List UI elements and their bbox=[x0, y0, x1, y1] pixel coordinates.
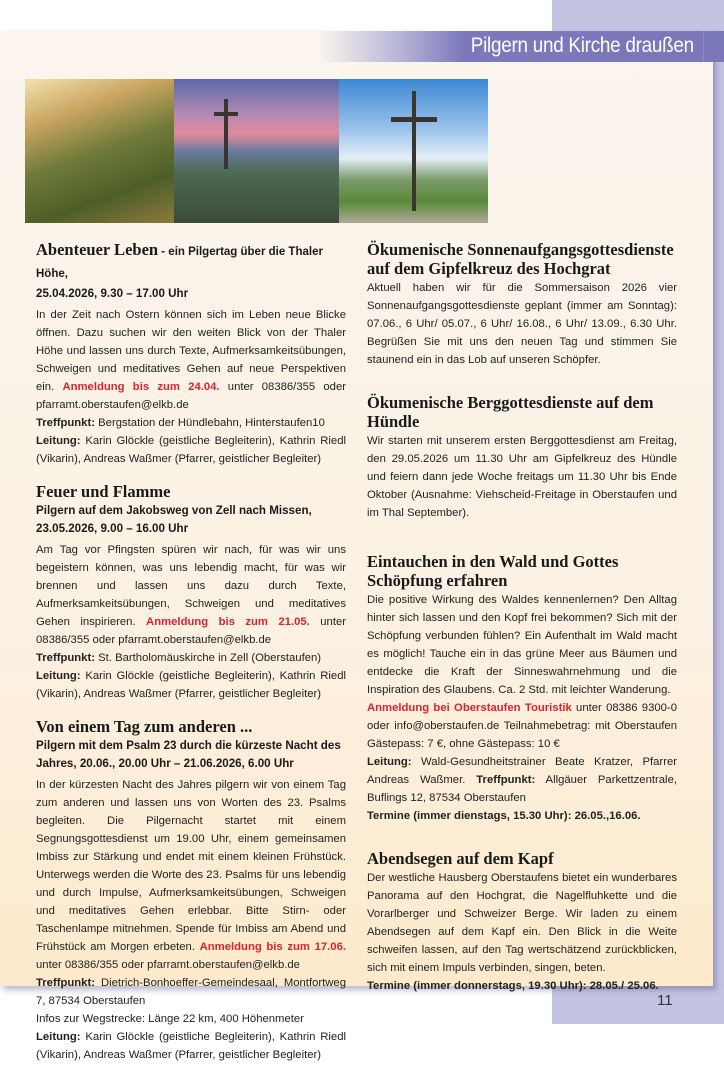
registration-deadline: Anmeldung bis zum 17.06. bbox=[199, 941, 346, 953]
registration-deadline: Anmeldung bis zum 24.04. bbox=[62, 381, 220, 393]
article-body: Der westliche Hausberg Oberstaufens bietet ein wunderbares Panorama auf den Hochgrat, die Nagelfluhkette und die Vorarlberger und Schweizer Berge. Wir laden zu einem Abendsegen auf dem Kapf ein. Den Blick in die Weite schweifen lassen, auf den Tag wertschätzend zurückblicken, sich mit einem Impuls verbinden, singen, beten. bbox=[367, 872, 677, 974]
header-divider bbox=[703, 31, 704, 62]
photo-strip bbox=[25, 79, 488, 223]
section-title: Pilgern und Kirche draußen bbox=[470, 34, 694, 57]
meeting-point: Treffpunkt: Bergstation der Hündlebahn, Hinterstaufen10 bbox=[36, 417, 325, 429]
article-subtitle: Pilgern mit dem Psalm 23 durch die kürzeste Nacht des Jahres, 20.06., 20.00 Uhr – 21.06.2026, 6.00 Uhr bbox=[36, 739, 341, 770]
photo-hikers bbox=[25, 79, 174, 223]
meeting-point: Treffpunkt: Dietrich-Bonhoeffer-Gemeindesaal, Montfortweg 7, 87534 Oberstaufen bbox=[36, 977, 346, 1007]
page-number: 11 bbox=[657, 992, 673, 1009]
leaders: Leitung: Karin Glöckle (geistliche Begleiterin), Kathrin Riedl (Vikarin), Andreas Waßmer (Pfarrer, geistlicher Begleiter) bbox=[36, 435, 346, 465]
leaders: Leitung: Karin Glöckle (geistliche Begleiterin), Kathrin Riedl (Vikarin), Andreas Waßmer (Pfarrer, geistlicher Begleiter) bbox=[36, 670, 346, 700]
article-wald bbox=[367, 552, 677, 825]
leaders-meeting: Leitung: Wald-Gesundheitstrainer Beate Kratzer, Pfarrer Andreas Waßmer. Treffpunkt: Allgäuer Parkettzentrale, Buflings 12, 87534 Oberstaufen bbox=[367, 756, 677, 804]
article-berggottesdienste bbox=[367, 393, 677, 522]
meeting-point: Treffpunkt: St. Bartholomäuskirche in Zell (Oberstaufen) bbox=[36, 652, 322, 664]
article-title: Eintauchen in den Wald und Gottes Schöpfung erfahren bbox=[367, 552, 619, 590]
route-info: Infos zur Wegstrecke: Länge 22 km, 400 Höhenmeter bbox=[36, 1013, 304, 1025]
registration-info: Anmeldung bei Oberstaufen Touristik unter 08386 9300-0 oder info@oberstaufen.de Teilnahmebetrag: mit Oberstaufen Gästepass: 7 €, ohne Gästepass: 10 € bbox=[367, 702, 677, 750]
photo-summit-cross bbox=[339, 79, 488, 223]
section-header-bar bbox=[0, 31, 724, 62]
article-body: Die positive Wirkung des Waldes kennenlernen? Den Alltag hinter sich lassen und den Kopf frei bekommen? Sich mit der Schöpfung verbunden fühlen? Ein Aufenthalt im Wald macht es möglich! Tauche ein in das grüne Meer aus Bäumen und entdecke die Kraft der Sinneswahrnehmung und die Inspiration des Glaubens. Ca. 2 Std. mit leichter Wanderung. bbox=[367, 594, 677, 696]
article-body: In der kürzesten Nacht des Jahres pilgern wir von einem Tag zum anderen und lassen uns von Worten des 23. Psalms begleiten. Die Pilgernacht startet mit einem Segnungsgottesdienst um 19.00 Uhr, einem gemeinsamen Imbiss zur Stärkung und endet mit einem kleinen Frühstück. Unterwegs werden die Worte des 23. Psalms für uns lebendig und durch Impulse, Aufmerksamkeitsübungen, Schweigen und meditatives Gehen erlebbar. Bitte Stirn- oder Taschenlampe mitnehmen. Spende für Imbiss am Abend und Frühstück am Morgen erbeten. Anmeldung bis zum 17.06. unter 08386/355 oder pfarramt.oberstaufen@elkb.de bbox=[36, 779, 346, 971]
left-column bbox=[36, 240, 346, 1078]
article-title: Ökumenische Sonnenaufgangsgottesdienste auf dem Gipfelkreuz des Hochgrat bbox=[367, 240, 674, 278]
article-title: Abenteuer Leben - ein Pilgertag über die Thaler Höhe, bbox=[36, 240, 323, 280]
article-abenteuer-leben bbox=[36, 240, 346, 468]
dates: Termine (immer dienstags, 15.30 Uhr): 26.05.,16.06. bbox=[367, 810, 641, 822]
article-von-einem-tag bbox=[36, 717, 346, 1064]
article-title: Von einem Tag zum anderen ... bbox=[36, 717, 253, 736]
article-subtitle: 25.04.2026, 9.30 – 17.00 Uhr bbox=[36, 287, 189, 300]
dates: Termine (immer donnerstags, 19.30 Uhr): 28.05./ 25.06. bbox=[367, 980, 659, 992]
article-abendsegen bbox=[367, 849, 677, 995]
photo-summit-group bbox=[174, 79, 339, 223]
registration-deadline: Anmeldung bei Oberstaufen Touristik bbox=[367, 702, 572, 714]
article-title: Abendsegen auf dem Kapf bbox=[367, 849, 554, 868]
article-body: Am Tag vor Pfingsten spüren wir nach, für was wir uns begeistern können, was uns lebendig macht, für was wir brennen und lassen uns dazu durch Texte, Aufmerksamkeitsübungen, Schweigen und meditatives Gehen inspirieren. Anmeldung bis zum 21.05. unter 08386/355 oder pfarramt.oberstaufen@elkb.de bbox=[36, 544, 346, 646]
article-sonnenaufgang bbox=[367, 240, 677, 369]
registration-deadline: Anmeldung bis zum 21.05. bbox=[146, 616, 310, 628]
article-subtitle: Pilgern auf dem Jakobsweg von Zell nach Missen, 23.05.2026, 9.00 – 16.00 Uhr bbox=[36, 504, 312, 535]
article-title: Feuer und Flamme bbox=[36, 482, 171, 501]
leaders: Leitung: Karin Glöckle (geistliche Begleiterin), Kathrin Riedl (Vikarin), Andreas Waßmer (Pfarrer, geistlicher Begleiter) bbox=[36, 1031, 346, 1061]
article-title: Ökumenische Berggottesdienste auf dem Hündle bbox=[367, 393, 654, 431]
article-body: Aktuell haben wir für die Sommersaison 2026 vier Sonnenaufgangsgottesdienste geplant (immer am Sonntag): 07.06., 6 Uhr/ 05.07., 6 Uhr/ 16.08., 6 Uhr/ 13.09., 6.30 Uhr. Begrüßen Sie mit uns den neuen Tag und stimmen Sie staunend ein in das Lob auf unseren Schöpfer. bbox=[367, 282, 677, 366]
article-feuer-und-flamme bbox=[36, 482, 346, 703]
article-body: In der Zeit nach Ostern können sich im Leben neue Blicke öffnen. Dazu suchen wir den weiten Blick von der Thaler Höhe und lassen uns durch Texte, Aufmerksamkeitsübungen, Schweigen und meditatives Gehen auf neue Perspektiven ein. Anmeldung bis zum 24.04. unter 08386/355 oder pfarramt.oberstaufen@elkb.de bbox=[36, 309, 347, 411]
right-column bbox=[367, 240, 677, 1009]
article-body: Wir starten mit unserem ersten Berggottesdienst am Freitag, den 29.05.2026 um 11.30 Uhr am Gipfelkreuz des Hündle und feiern dann jede Woche freitags um 11.30 Uhr bis Ende Oktober (Ausnahme: Viehscheid-Freitage in Oberstaufen und im Thal September). bbox=[367, 435, 677, 519]
